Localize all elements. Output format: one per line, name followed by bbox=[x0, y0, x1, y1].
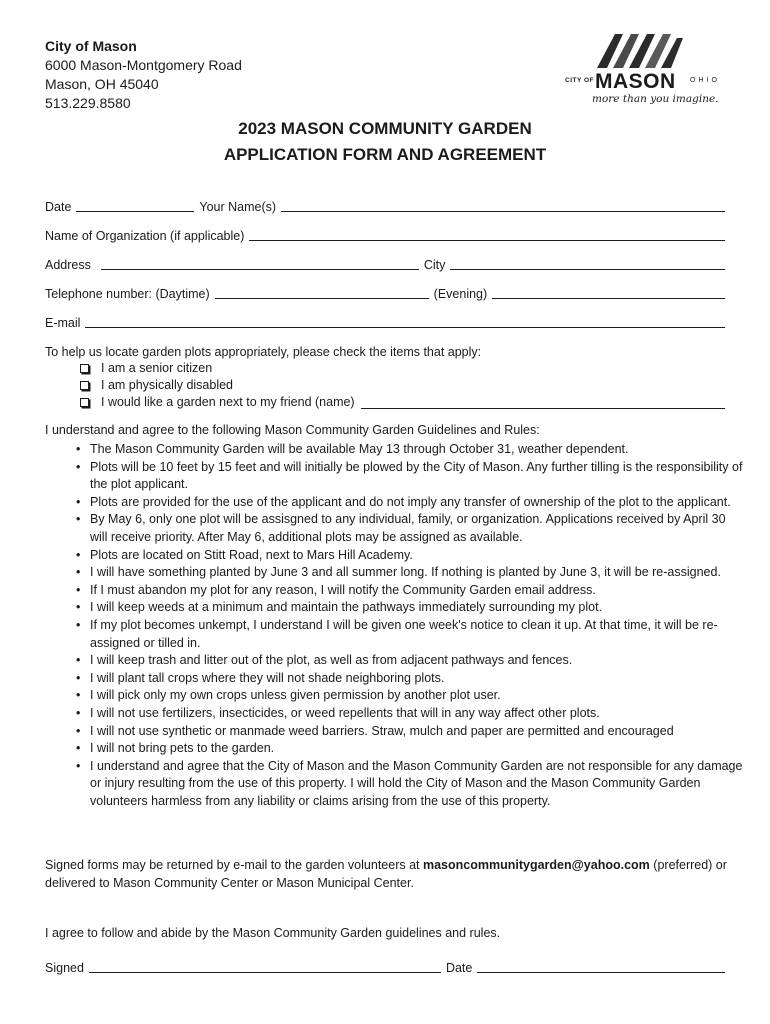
city-label: City bbox=[423, 258, 446, 272]
street-address: 6000 Mason-Montgomery Road bbox=[45, 57, 242, 73]
checkbox-friend-label: I would like a garden next to my friend (name) bbox=[101, 395, 355, 409]
rule-item: • I will not bring pets to the garden. bbox=[76, 740, 744, 758]
org-name: City of Mason bbox=[45, 38, 137, 54]
date-field[interactable] bbox=[76, 199, 194, 212]
signed-label: Signed bbox=[45, 961, 84, 975]
date-label: Date bbox=[45, 200, 72, 214]
rule-item: • I will not use synthetic or manmade weed barriers. Straw, mulch and paper are permitted and encouraged bbox=[76, 723, 744, 741]
form-title-line2: APPLICATION FORM AND AGREEMENT bbox=[223, 145, 547, 164]
evening-phone-label: (Evening) bbox=[433, 287, 488, 301]
organization-row bbox=[45, 227, 725, 243]
mason-m-mark-icon bbox=[593, 30, 688, 70]
rule-item: • I understand and agree that the City of Mason and the Mason Community Garden are not responsible for any damage or injury resulting from the use of this property. I will hold the City of Mason and the Mason Community Garden volunteers harmless from any liability or claims arising from the use of this property. bbox=[76, 758, 744, 811]
rule-item: • If I must abandon my plot for any reason, I will notify the Community Garden email address. bbox=[76, 582, 744, 600]
checkbox-icon[interactable] bbox=[80, 381, 89, 390]
rules-intro: I understand and agree to the following Mason Community Garden Guidelines and Rules: bbox=[45, 423, 540, 437]
daytime-phone-label: Telephone number: (Daytime) bbox=[45, 287, 210, 301]
return-instructions bbox=[45, 856, 735, 892]
email-field[interactable] bbox=[85, 315, 725, 328]
rule-item: • I will plant tall crops where they will not shade neighboring plots. bbox=[76, 670, 744, 688]
rule-item: • I will not use fertilizers, insecticides, or weed repellents that will in any way affect other plots. bbox=[76, 705, 744, 723]
logo-mason: MASON bbox=[595, 70, 676, 93]
form-title-line1: 2023 MASON COMMUNITY GARDEN bbox=[238, 119, 532, 138]
checkbox-icon[interactable] bbox=[80, 398, 89, 407]
address-label: Address bbox=[45, 258, 91, 272]
email-row bbox=[45, 314, 725, 330]
logo-tagline: more than you imagine. bbox=[592, 93, 719, 105]
city-field[interactable] bbox=[450, 257, 725, 270]
rule-item: • The Mason Community Garden will be available May 13 through October 31, weather dependent. bbox=[76, 441, 744, 459]
checkbox-senior[interactable] bbox=[80, 361, 212, 375]
checkbox-senior-label: I am a senior citizen bbox=[101, 361, 213, 375]
email-label: E-mail bbox=[45, 316, 81, 330]
evening-phone-field[interactable] bbox=[492, 286, 725, 299]
rule-item: • I will keep trash and litter out of the plot, as well as from adjacent pathways and fences. bbox=[76, 652, 744, 670]
city-state-zip: Mason, OH 45040 bbox=[45, 76, 159, 92]
rule-item: • I will keep weeds at a minimum and maintain the pathways immediately surrounding my plot. bbox=[76, 599, 744, 617]
names-field[interactable] bbox=[281, 199, 725, 212]
rule-item: • I will pick only my own crops unless given permission by another plot user. bbox=[76, 687, 744, 705]
checkbox-icon[interactable] bbox=[80, 364, 89, 373]
friend-name-field[interactable] bbox=[361, 396, 725, 409]
logo-ohio: OHIO bbox=[690, 77, 720, 84]
checkbox-disabled[interactable] bbox=[80, 378, 233, 392]
signature-date-field[interactable] bbox=[477, 960, 725, 973]
signature-row bbox=[45, 959, 725, 975]
phone-number: 513.229.8580 bbox=[45, 95, 131, 111]
agreement-statement: I agree to follow and abide by the Mason Community Garden guidelines and rules. bbox=[45, 926, 501, 940]
date-name-row bbox=[45, 198, 725, 214]
signature-field[interactable] bbox=[89, 960, 441, 973]
address-field[interactable] bbox=[101, 257, 419, 270]
rule-item: • Plots will be 10 feet by 15 feet and will initially be plowed by the City of Mason. Any further tilling is the responsibility of the plot applicant. bbox=[76, 459, 744, 494]
return-text-after: (preferred) or delivered to Mason Community Center or Mason Municipal Center. bbox=[45, 858, 727, 890]
organization-label: Name of Organization (if applicable) bbox=[45, 229, 245, 243]
organization-field[interactable] bbox=[249, 228, 725, 241]
address-row bbox=[45, 256, 725, 272]
names-label: Your Name(s) bbox=[199, 200, 277, 214]
sender-address bbox=[45, 37, 242, 113]
signature-date-label: Date bbox=[445, 961, 473, 975]
telephone-row bbox=[45, 285, 725, 301]
checkbox-friend[interactable] bbox=[80, 395, 725, 409]
return-text-before: Signed forms may be returned by e-mail to the garden volunteers at bbox=[45, 858, 423, 872]
checklist-intro: To help us locate garden plots appropriately, please check the items that apply: bbox=[45, 345, 482, 359]
rule-item: • Plots are provided for the use of the applicant and do not imply any transfer of ownership of the plot to the applicant. bbox=[76, 494, 744, 512]
city-of-mason-logo bbox=[565, 30, 730, 112]
rule-item: • Plots are located on Stitt Road, next to Mars Hill Academy. bbox=[76, 547, 744, 565]
rule-item: • I will have something planted by June 3 and all summer long. If nothing is planted by June 3, it will be re-assigned. bbox=[76, 564, 770, 582]
rule-item: • By May 6, only one plot will be assisgned to any individual, family, or organization. Applications received by April 30 will receive priority. After May 6, additional plots may be assigned as available. bbox=[76, 511, 744, 546]
daytime-phone-field[interactable] bbox=[215, 286, 429, 299]
rule-item: • If my plot becomes unkempt, I understand I will be given one week's notice to clean it up. At that time, it will be re-assigned or tilled in. bbox=[76, 617, 744, 652]
logo-city-of: CITY OF bbox=[565, 77, 595, 84]
garden-email-link[interactable]: masoncommunitygarden@yahoo.com bbox=[422, 858, 650, 872]
rules-list bbox=[76, 441, 744, 810]
checkbox-disabled-label: I am physically disabled bbox=[101, 378, 234, 392]
